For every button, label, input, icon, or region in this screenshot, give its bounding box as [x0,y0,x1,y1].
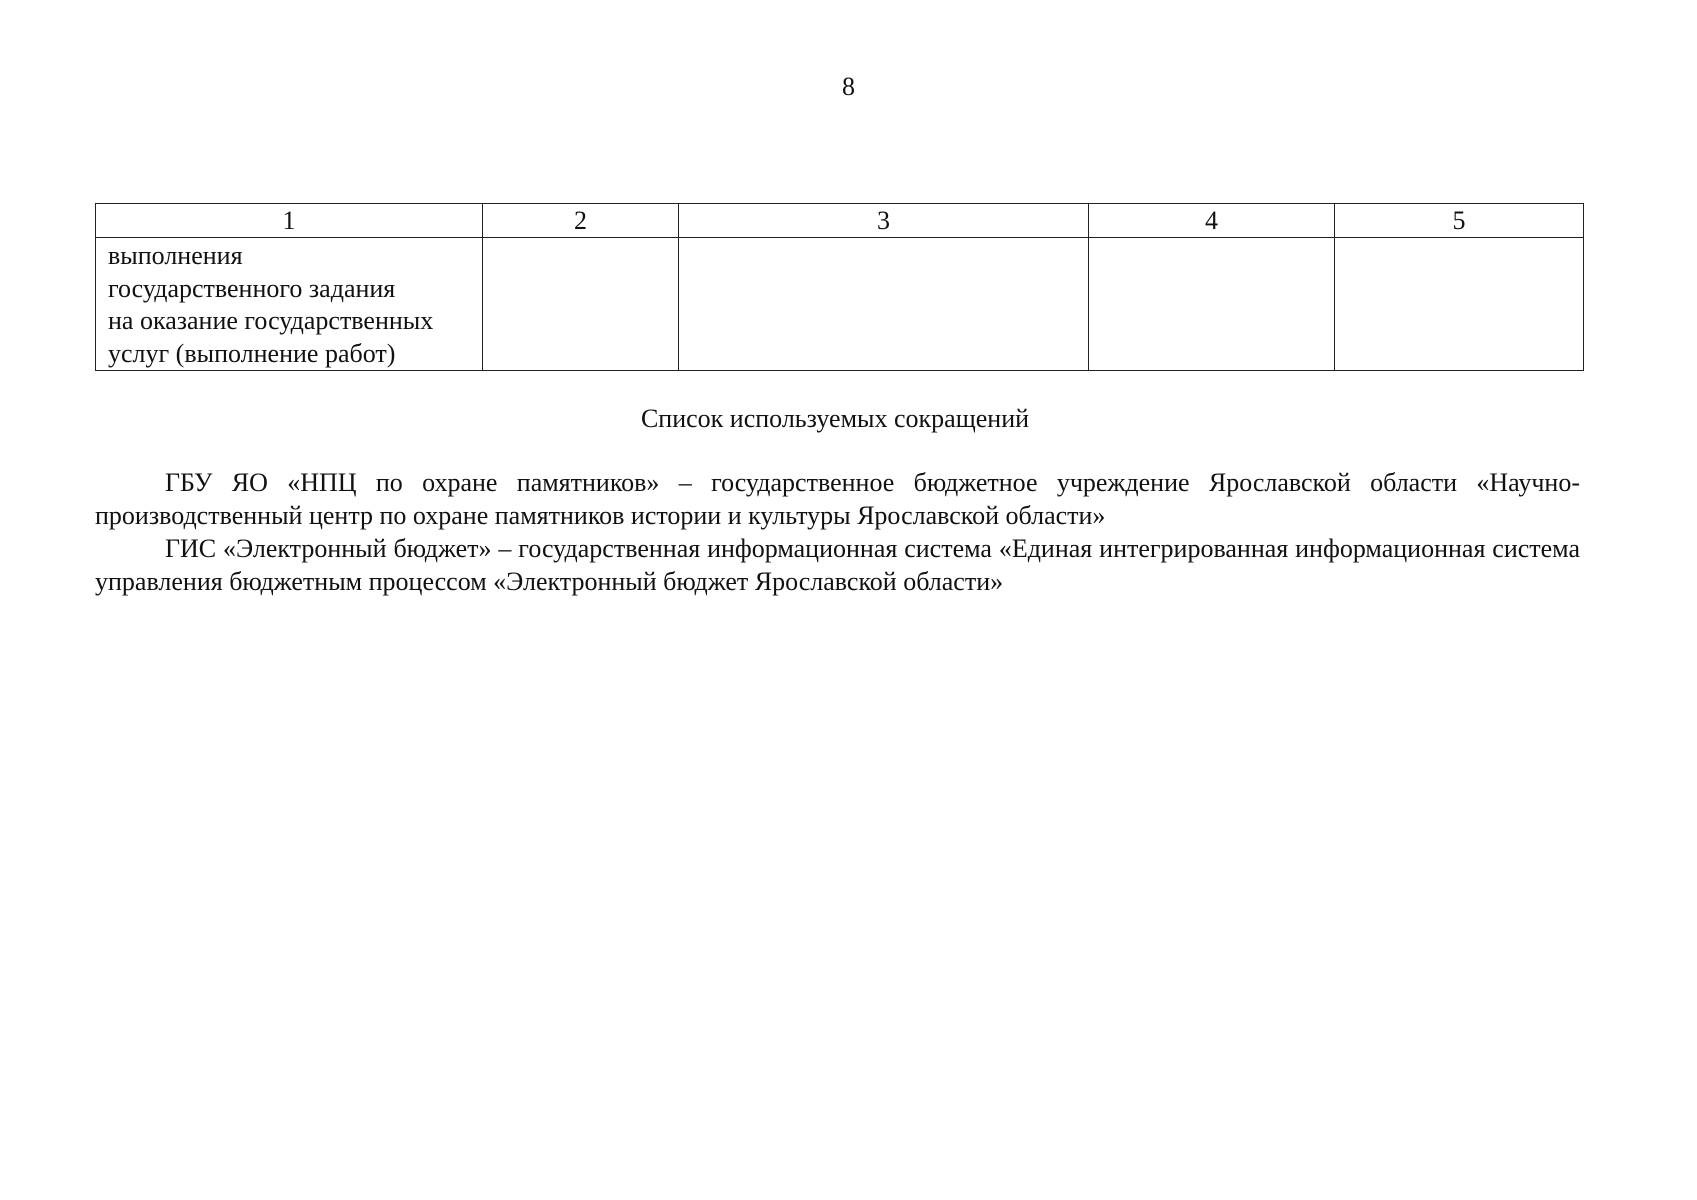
column-number-3: 3 [679,204,1089,238]
column-number-2: 2 [483,204,679,238]
table-cell-text [483,238,678,240]
table-cell [679,238,1089,371]
table-cell [1089,238,1335,371]
table-cell-text: выполнения государственного задания на оказание государственных услуг (выполнение работ) [108,241,434,368]
table-cell-text [679,238,1088,240]
table-cell-text [1089,238,1334,240]
column-number-5: 5 [1335,204,1584,238]
table-cell-text [1335,238,1583,240]
table-row [96,238,1584,371]
page-number: 8 [842,72,855,101]
continuation-table [95,203,1584,371]
column-number-4: 4 [1089,204,1335,238]
table-cell [96,238,483,371]
abbreviation-item: ГБУ ЯО «НПЦ по охране памятников» – государственное бюджетное учреждение Ярославской области «Научно-производственный центр по охране памятников истории и культуры Ярославской области» [95,468,1580,530]
table-cell [1335,238,1584,371]
table-cell [483,238,679,371]
column-number-1: 1 [96,204,483,238]
abbreviations-list [95,466,1580,598]
abbreviation-item: ГИС «Электронный бюджет» – государственная информационная система «Единая интегрированная информационная система управления бюджетным процессом «Электронный бюджет Ярославской области» [95,534,1580,596]
table-header-row [96,204,1584,238]
abbreviations-title: Список используемых сокращений [640,404,1030,433]
